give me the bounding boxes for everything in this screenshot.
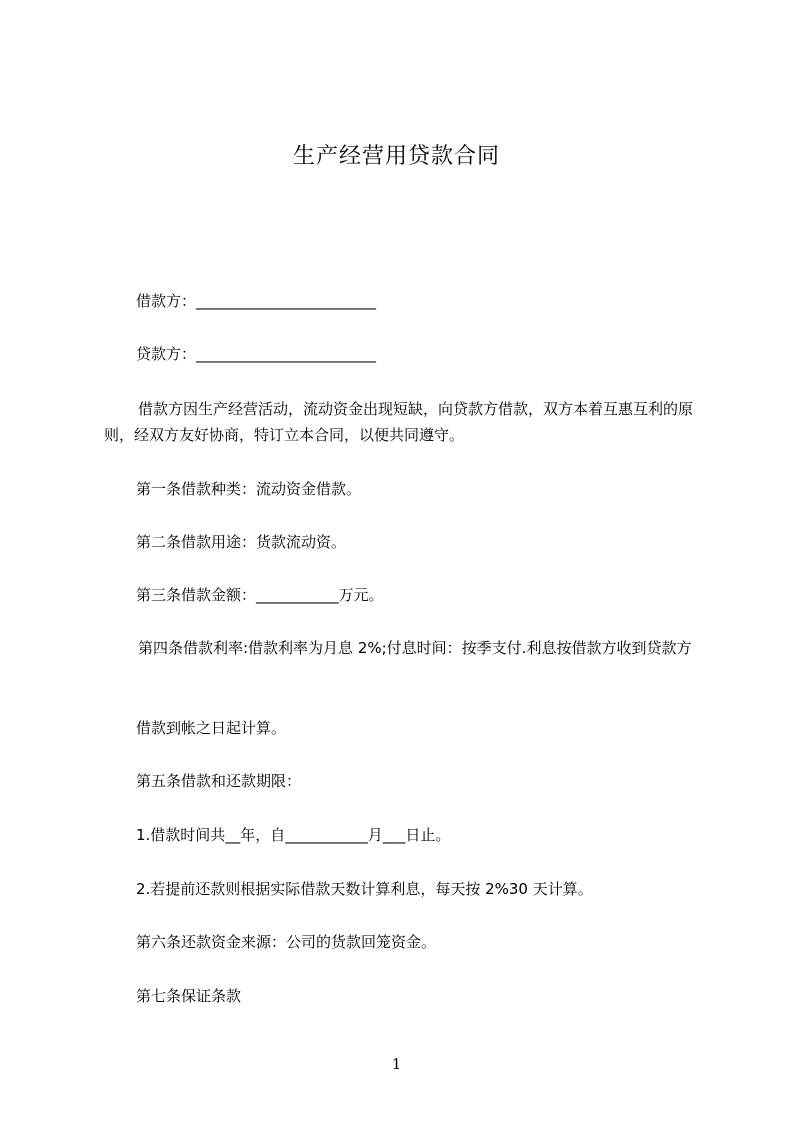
article-5-item-1: 1.借款时间共__年，自___________月___日止。 (136, 826, 451, 844)
preamble-paragraph: 借款方因生产经营活动，流动资金出现短缺，向贷款方借款，双方本着互惠互利的原则，经双方友好协商，特订立本合同，以便共同遵守。 (104, 400, 694, 444)
lender-line: 贷款方：________________________ (136, 345, 377, 363)
article-6: 第六条还款资金来源：公司的货款回笼资金。 (136, 933, 437, 951)
borrower-line: 借款方：________________________ (136, 292, 377, 310)
article-4: 第四条借款利率:借款利率为月息 2%;付息时间：按季支付.利息按借款方收到贷款方 (138, 639, 692, 657)
article-4-continuation: 借款到帐之日起计算。 (136, 719, 287, 737)
article-7: 第七条保证条款 (136, 987, 242, 1005)
article-3: 第三条借款金额：___________万元。 (136, 586, 384, 604)
article-5-item-2: 2.若提前还款则根据实际借款天数计算利息，每天按 2%30 天计算。 (136, 880, 593, 898)
article-2: 第二条借款用途：货款流动资。 (136, 533, 347, 551)
article-5: 第五条借款和还款期限： (136, 772, 302, 790)
document-title: 生产经营用贷款合同 (292, 144, 500, 169)
page-number: 1 (391, 1055, 402, 1073)
article-1: 第一条借款种类：流动资金借款。 (136, 480, 362, 498)
